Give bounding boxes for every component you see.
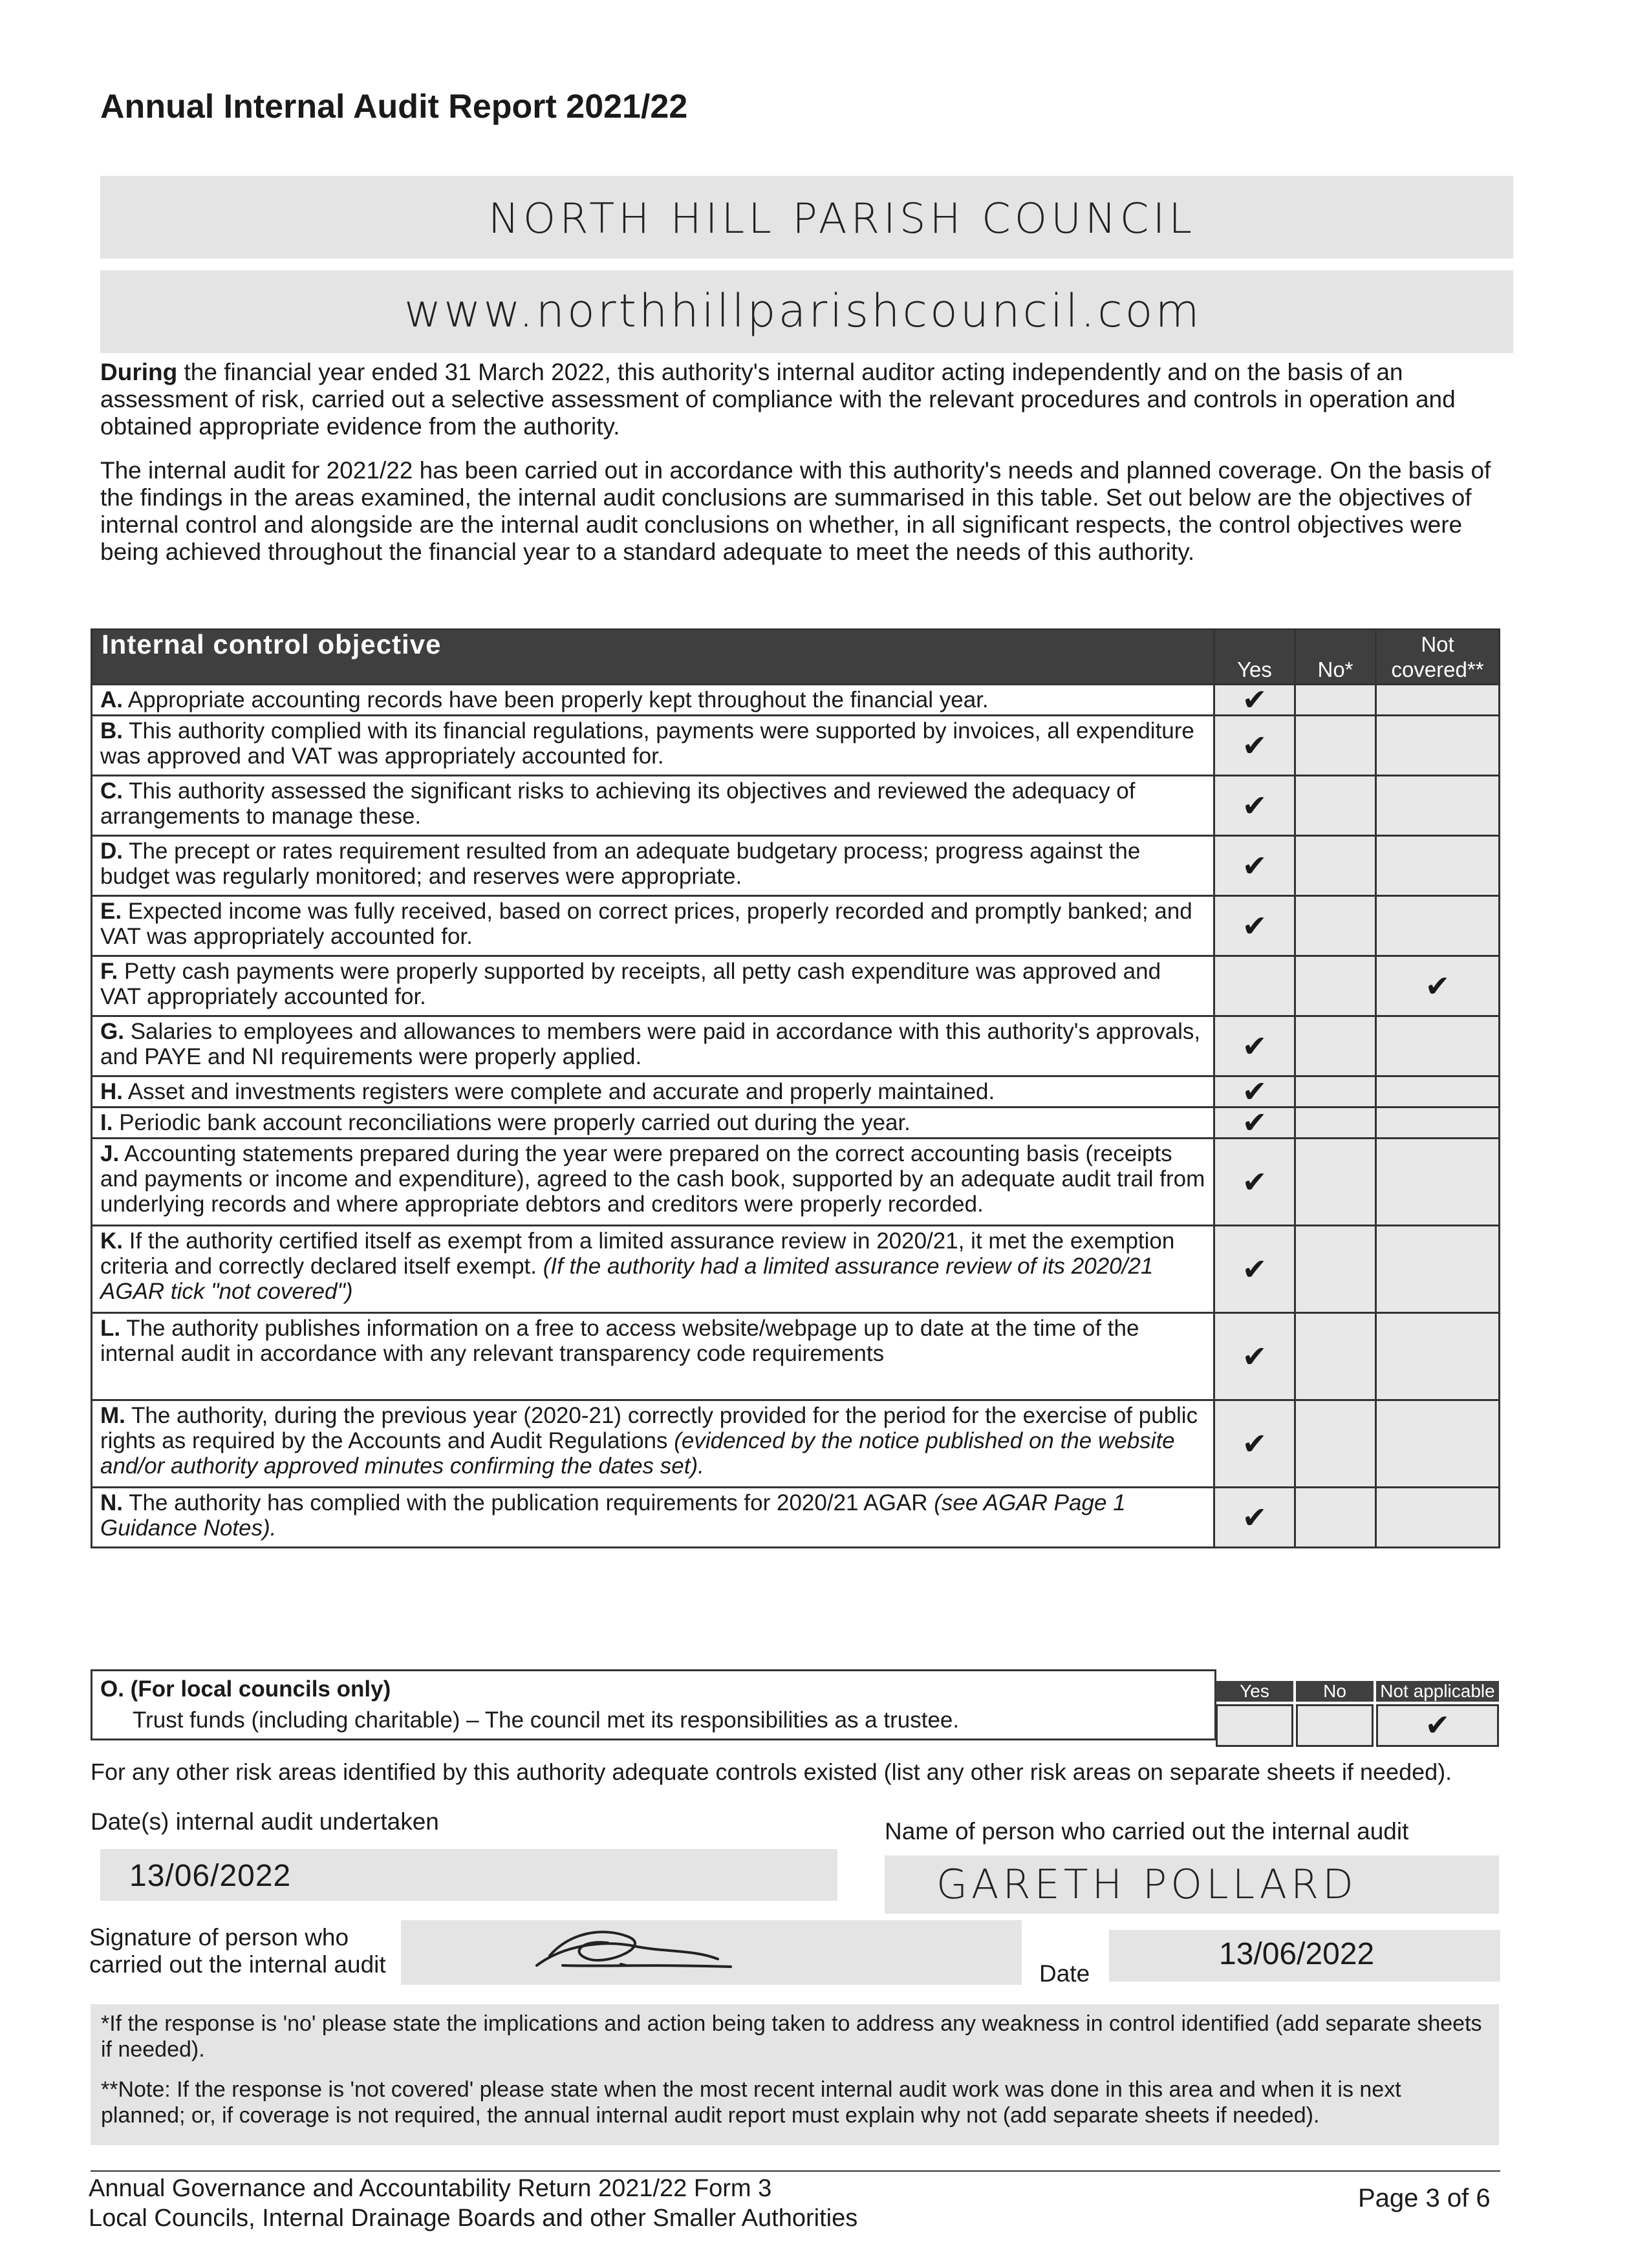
check-mark-icon: ✔ bbox=[1242, 728, 1267, 762]
answer-nc-checkbox[interactable] bbox=[1376, 1226, 1500, 1313]
answer-no-checkbox[interactable] bbox=[1295, 1016, 1376, 1076]
signature-label-2: carried out the internal audit bbox=[89, 1951, 386, 1978]
objective-text: Appropriate accounting records have been properly kept throughout the financial year. bbox=[127, 687, 989, 712]
answer-nc-checkbox[interactable] bbox=[1376, 1313, 1500, 1400]
section-o-title: O. (For local councils only) bbox=[100, 1676, 391, 1702]
objective-text: This authority assessed the significant risks to achieving its objectives and reviewed the adequacy of arrangements to manage these. bbox=[100, 778, 1136, 829]
objective-text: The authority has complied with the publication requirements for 2020/21 AGAR bbox=[129, 1490, 928, 1515]
answer-nc-checkbox[interactable] bbox=[1376, 896, 1500, 956]
o-na-checkbox[interactable] bbox=[1376, 1704, 1499, 1747]
objective-cell bbox=[92, 1076, 1214, 1107]
table-row bbox=[92, 716, 1500, 776]
table-header-row bbox=[92, 630, 1500, 685]
answer-nc-checkbox[interactable] bbox=[1376, 1488, 1500, 1548]
answer-yes-checkbox[interactable] bbox=[1214, 685, 1295, 716]
objective-text: Periodic bank account reconciliations were properly carried out during the year. bbox=[119, 1110, 911, 1135]
objective-text: This authority complied with its financial regulations, payments were supported by invoices, all expenditure was approved and VAT was appropriately accounted for. bbox=[100, 718, 1194, 769]
objective-letter: G. bbox=[100, 1019, 124, 1044]
table-row bbox=[92, 1139, 1500, 1226]
objective-letter: D. bbox=[100, 839, 123, 864]
check-mark-icon: ✔ bbox=[1242, 1252, 1267, 1286]
answer-yes-checkbox[interactable] bbox=[1214, 836, 1295, 896]
answer-nc-checkbox[interactable] bbox=[1376, 956, 1500, 1016]
objective-text: Asset and investments registers were complete and accurate and properly maintained. bbox=[127, 1079, 995, 1104]
website-field[interactable] bbox=[100, 270, 1513, 353]
table-row bbox=[92, 836, 1500, 896]
check-mark-icon: ✔ bbox=[1242, 1075, 1267, 1108]
objective-cell bbox=[92, 1400, 1214, 1488]
answer-nc-checkbox[interactable] bbox=[1376, 1139, 1500, 1226]
objective-letter: E. bbox=[100, 899, 122, 924]
auditor-name-field[interactable] bbox=[885, 1856, 1499, 1914]
answer-yes-checkbox[interactable] bbox=[1214, 1226, 1295, 1313]
objective-cell bbox=[92, 716, 1214, 776]
objective-cell bbox=[92, 1226, 1214, 1313]
answer-yes-checkbox[interactable] bbox=[1214, 776, 1295, 836]
answer-nc-checkbox[interactable] bbox=[1376, 1016, 1500, 1076]
col-no-header: No* bbox=[1295, 630, 1376, 685]
section-o-text: Trust funds (including charitable) – The council met its responsibilities as a trustee. bbox=[133, 1707, 960, 1733]
authority-name-field[interactable] bbox=[100, 176, 1513, 259]
page-title: Annual Internal Audit Report 2021/22 bbox=[100, 88, 688, 125]
intro-para1-text: the financial year ended 31 March 2022, this authority's internal auditor acting independently and on the basis of an assessment of risk, carried out a selective assessment of compliance with the relevant procedures and controls in operation and obtained appropriate evidence from the authority. bbox=[100, 359, 1456, 440]
table-row bbox=[92, 1313, 1500, 1400]
note-not-covered: **Note: If the response is 'not covered' please state when the most recent internal audit work was done in this area and when it is next planned; or, if coverage is not required, the annual internal audit report must explain why not (add separate sheets if needed). bbox=[101, 2077, 1401, 2128]
table-row bbox=[92, 1076, 1500, 1107]
table-header-objective: Internal control objective bbox=[92, 630, 1214, 685]
o-yes-checkbox[interactable] bbox=[1216, 1704, 1293, 1747]
answer-no-checkbox[interactable] bbox=[1295, 1400, 1376, 1488]
objective-letter: F. bbox=[100, 959, 118, 984]
answer-yes-checkbox[interactable] bbox=[1214, 1107, 1295, 1139]
signature-field[interactable] bbox=[401, 1920, 1022, 1985]
other-risks-text: For any other risk areas identified by this authority adequate controls existed (list any other risk areas on separate sheets if needed). bbox=[91, 1759, 1452, 1785]
objective-cell bbox=[92, 776, 1214, 836]
check-mark-icon: ✔ bbox=[1242, 683, 1267, 716]
objective-text: If the authority certified itself as exempt from a limited assurance review in 2020/21, it met the exemption criteria and correctly declared itself exempt. bbox=[100, 1228, 1175, 1279]
auditor-name-label: Name of person who carried out the internal audit bbox=[885, 1818, 1409, 1845]
objective-cell bbox=[92, 1107, 1214, 1139]
table-row bbox=[92, 1226, 1500, 1313]
objective-cell bbox=[92, 836, 1214, 896]
answer-no-checkbox[interactable] bbox=[1295, 1076, 1376, 1107]
answer-no-checkbox[interactable] bbox=[1295, 1226, 1376, 1313]
check-mark-icon: ✔ bbox=[1242, 788, 1267, 822]
signature-label-1: Signature of person who bbox=[89, 1924, 349, 1951]
audit-dates-field[interactable] bbox=[100, 1849, 837, 1901]
check-mark-icon: ✔ bbox=[1242, 1339, 1267, 1373]
objective-cell bbox=[92, 1488, 1214, 1548]
answer-no-checkbox[interactable] bbox=[1295, 836, 1376, 896]
table-row bbox=[92, 776, 1500, 836]
table-row bbox=[92, 956, 1500, 1016]
answer-no-checkbox[interactable] bbox=[1295, 956, 1376, 1016]
answer-no-checkbox[interactable] bbox=[1295, 716, 1376, 776]
objective-letter: I. bbox=[100, 1110, 113, 1135]
objective-note: (evidenced by the notice published on the website and/or authority approved minutes confirming the dates set). bbox=[100, 1428, 1175, 1479]
check-mark-icon: ✔ bbox=[1242, 1500, 1267, 1534]
objective-text: The precept or rates requirement resulted from an adequate budgetary process; progress against the budget was regularly monitored; and reserves were appropriate. bbox=[100, 839, 1141, 889]
answer-no-checkbox[interactable] bbox=[1295, 776, 1376, 836]
answer-nc-checkbox[interactable] bbox=[1376, 836, 1500, 896]
answer-yes-checkbox[interactable] bbox=[1214, 1139, 1295, 1226]
answer-nc-checkbox[interactable] bbox=[1376, 716, 1500, 776]
check-mark-icon: ✔ bbox=[1242, 1164, 1267, 1199]
check-mark-icon: ✔ bbox=[1242, 908, 1267, 943]
objective-letter: A. bbox=[100, 687, 123, 712]
answer-yes-checkbox[interactable] bbox=[1214, 956, 1295, 1016]
check-mark-icon: ✔ bbox=[1242, 1426, 1267, 1460]
answer-yes-checkbox[interactable] bbox=[1214, 1488, 1295, 1548]
objective-letter: C. bbox=[100, 778, 123, 804]
o-col-na-header: Not applicable bbox=[1376, 1681, 1499, 1702]
check-mark-icon: ✔ bbox=[1425, 968, 1450, 1003]
table-row bbox=[92, 1488, 1500, 1548]
date-value: 13/06/2022 bbox=[1219, 1937, 1375, 1971]
table-row bbox=[92, 1107, 1500, 1139]
authority-name-value: NORTH HILL PARISH COUNCIL bbox=[488, 195, 1196, 243]
objective-letter: M. bbox=[100, 1403, 125, 1428]
objective-letter: K. bbox=[100, 1228, 123, 1254]
answer-nc-checkbox[interactable] bbox=[1376, 1400, 1500, 1488]
objective-cell bbox=[92, 1139, 1214, 1226]
col-yes-header: Yes bbox=[1214, 630, 1295, 685]
answer-no-checkbox[interactable] bbox=[1295, 1488, 1376, 1548]
note-no-response: *If the response is 'no' please state the implications and action being taken to address any weakness in control identified (add separate sheets if needed). bbox=[101, 2011, 1482, 2062]
answer-nc-checkbox[interactable] bbox=[1376, 776, 1500, 836]
objective-text: Expected income was fully received, based on correct prices, properly recorded and promptly banked; and VAT was appropriately accounted for. bbox=[100, 899, 1192, 949]
answer-nc-checkbox[interactable] bbox=[1376, 1107, 1500, 1139]
objective-note: (see AGAR Page 1 Guidance Notes). bbox=[100, 1490, 1126, 1541]
objective-text: The authority, during the previous year (2020-21) correctly provided for the period for the exercise of public rights as required by the Accounts and Audit Regulations bbox=[100, 1403, 1198, 1453]
section-o-block bbox=[91, 1669, 1216, 1740]
auditor-name-value: GARETH POLLARD bbox=[936, 1861, 1357, 1908]
check-mark-icon: ✔ bbox=[1242, 848, 1267, 883]
objective-text: Petty cash payments were properly supported by receipts, all petty cash expenditure was approved and VAT appropriately accounted for. bbox=[100, 959, 1161, 1009]
answer-no-checkbox[interactable] bbox=[1295, 685, 1376, 716]
objective-cell bbox=[92, 685, 1214, 716]
footer-line-2: Local Councils, Internal Drainage Boards and other Smaller Authorities bbox=[89, 2205, 858, 2232]
objective-letter: N. bbox=[100, 1490, 123, 1515]
intro-paragraph-2: The internal audit for 2021/22 has been carried out in accordance with this authority's needs and planned coverage. On the basis of the findings in the areas examined, the internal audit conclusions are summarised in this table. Set out below are the objectives of internal control and alongside are the internal audit conclusions on whether, in all significant respects, the control objectives were being achieved throughout the financial year to a standard adequate to meet the needs of this authority. bbox=[100, 457, 1491, 565]
table-row bbox=[92, 1016, 1500, 1076]
footer-divider bbox=[91, 2170, 1500, 2172]
table-row bbox=[92, 685, 1500, 716]
o-col-no-header: No bbox=[1296, 1681, 1374, 1702]
answer-yes-checkbox[interactable] bbox=[1214, 716, 1295, 776]
answer-yes-checkbox[interactable] bbox=[1214, 1400, 1295, 1488]
objective-letter: H. bbox=[100, 1079, 123, 1104]
page-number: Page 3 of 6 bbox=[1358, 2184, 1491, 2212]
notes-box bbox=[91, 2004, 1499, 2145]
answer-no-checkbox[interactable] bbox=[1295, 896, 1376, 956]
objective-cell bbox=[92, 896, 1214, 956]
objective-letter: J. bbox=[100, 1141, 120, 1166]
objective-note: (If the authority had a limited assurance review of its 2020/21 AGAR tick "not covered") bbox=[100, 1254, 1154, 1304]
date-label: Date bbox=[1039, 1960, 1090, 1987]
table-row bbox=[92, 896, 1500, 956]
answer-no-checkbox[interactable] bbox=[1295, 1107, 1376, 1139]
answer-nc-checkbox[interactable] bbox=[1376, 1076, 1500, 1107]
objective-cell bbox=[92, 1016, 1214, 1076]
date-field[interactable] bbox=[1109, 1930, 1500, 1982]
check-mark-icon: ✔ bbox=[1242, 1106, 1267, 1139]
answer-no-checkbox[interactable] bbox=[1295, 1139, 1376, 1226]
answer-yes-checkbox[interactable] bbox=[1214, 896, 1295, 956]
table-row bbox=[92, 1400, 1500, 1488]
audit-dates-value: 13/06/2022 bbox=[129, 1859, 292, 1893]
intro-lead-word: During bbox=[100, 359, 178, 385]
objective-cell bbox=[92, 956, 1214, 1016]
objective-text: Salaries to employees and allowances to members were paid in accordance with this authority's approvals, and PAYE and NI requirements were properly applied. bbox=[100, 1019, 1201, 1069]
footer-line-1: Annual Governance and Accountability Return 2021/22 Form 3 bbox=[89, 2175, 772, 2202]
objective-text: Accounting statements prepared during the year were prepared on the correct accounting basis (receipts and payments or income and expenditure), agreed to the cash book, supported by an adequate audit trail from underlying records and where appropriate debtors and creditors were properly recorded. bbox=[100, 1141, 1205, 1217]
intro-paragraph-1 bbox=[100, 359, 1510, 440]
answer-yes-checkbox[interactable] bbox=[1214, 1076, 1295, 1107]
audit-dates-label: Date(s) internal audit undertaken bbox=[91, 1808, 439, 1835]
answer-no-checkbox[interactable] bbox=[1295, 1313, 1376, 1400]
website-value: www.northhillparishcouncil.com bbox=[404, 284, 1202, 337]
footer-left bbox=[89, 2174, 857, 2233]
check-mark-icon: ✔ bbox=[1425, 1708, 1450, 1742]
check-mark-icon: ✔ bbox=[1242, 1029, 1267, 1063]
internal-control-table bbox=[91, 628, 1500, 1548]
objective-cell bbox=[92, 1313, 1214, 1400]
objective-letter: B. bbox=[100, 718, 123, 744]
col-not-covered-header: Not covered** bbox=[1376, 630, 1500, 685]
handwritten-signature bbox=[524, 1920, 744, 1985]
answer-yes-checkbox[interactable] bbox=[1214, 1313, 1295, 1400]
objective-text: The authority publishes information on a free to access website/webpage up to date at the time of the internal audit in accordance with any relevant transparency code requirements bbox=[100, 1316, 1139, 1366]
o-col-yes-header: Yes bbox=[1216, 1681, 1293, 1702]
answer-nc-checkbox[interactable] bbox=[1376, 685, 1500, 716]
objective-letter: L. bbox=[100, 1316, 121, 1341]
answer-yes-checkbox[interactable] bbox=[1214, 1016, 1295, 1076]
o-no-checkbox[interactable] bbox=[1296, 1704, 1374, 1747]
